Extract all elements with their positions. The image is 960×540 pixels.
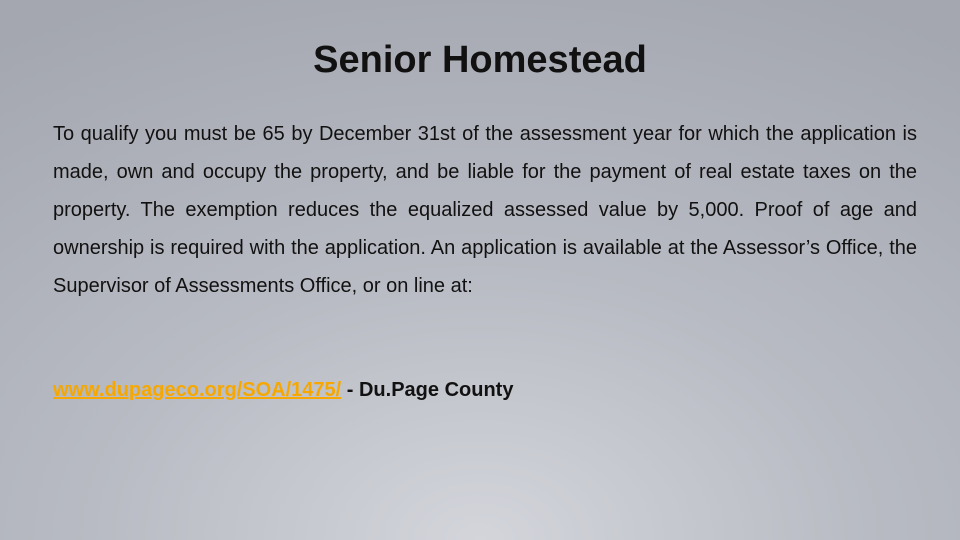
link-line (53, 376, 917, 404)
slide-title: Senior Homestead (313, 39, 647, 81)
body-paragraph: To qualify you must be 65 by December 31st of the assessment year for which the application is made, own and occupy the property, and be liable for the payment of real estate taxes on the property. The exemption reduces the equalized assessed value by 5,000. Proof of age and ownership is required with the application. An application is available at the Assessor’s Office, the Supervisor of Assessments Office, or on line at: (53, 123, 917, 297)
dupage-soa-link[interactable]: www.dupageco.org/SOA/1475/ (53, 379, 342, 401)
link-suffix: - Du.Page County (341, 379, 514, 401)
